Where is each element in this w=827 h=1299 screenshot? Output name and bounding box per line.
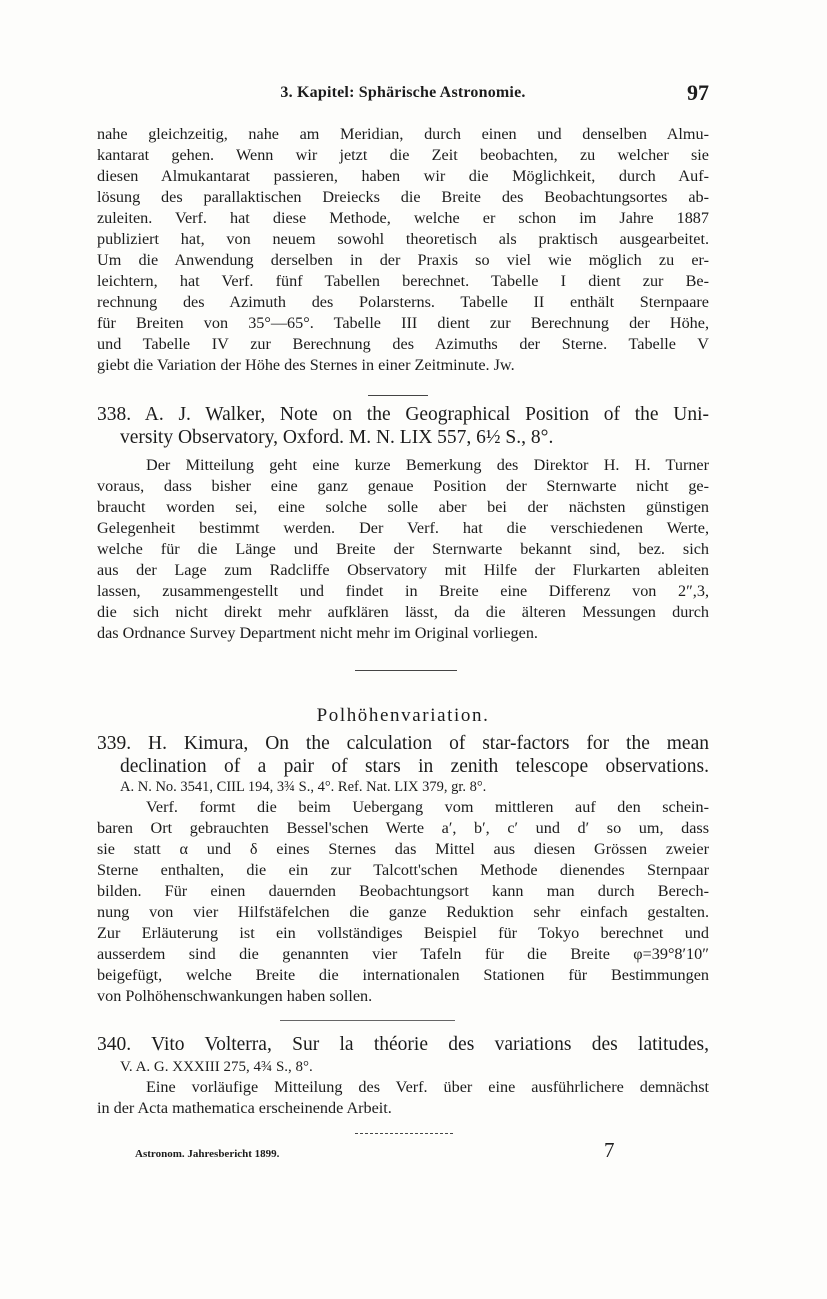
entry-heading-line: versity Observatory, Oxford. M. N. LIX 557, 6½ S., 8°. — [120, 427, 554, 448]
text-line: Um die Anwendung derselben in der Praxis so viel wie möglich zu er- — [97, 251, 709, 269]
text-line: braucht worden sei, eine solche solle aber bei der nächsten günstigen — [97, 498, 709, 516]
text-line: in der Acta mathematica erscheinende Arbeit. — [97, 1099, 392, 1117]
text-line: aus der Lage zum Radcliffe Observatory mit Hilfe der Flurkarten ableiten — [97, 561, 709, 579]
entry-heading-line: 338. A. J. Walker, Note on the Geographical Position of the Uni- — [97, 404, 709, 425]
text-line: lösung des parallaktischen Dreiecks die Breite des Beobachtungsortes ab- — [97, 188, 709, 206]
entry-340-body — [97, 1058, 709, 1119]
short-divider — [368, 395, 428, 396]
page-number: 97 — [687, 80, 709, 105]
text-line: Gelegenheit bestimmt werden. Der Verf. hat die verschiedenen Werte, — [97, 519, 709, 537]
text-line: ausserdem sind die genannten vier Tafeln für die Breite φ=39°8′10″ — [97, 945, 709, 963]
intro-paragraph — [97, 124, 709, 376]
text-line: kantarat gehen. Wenn wir jetzt die Zeit beobachten, zu welcher sie — [97, 146, 709, 164]
text-line: zuleiten. Verf. hat diese Methode, welche er schon im Jahre 1887 — [97, 209, 709, 227]
entry-reference: A. N. No. 3541, CIIL 194, 3¾ S., 4°. Ref. Nat. LIX 379, gr. 8°. — [120, 779, 487, 795]
text-line: leichtern, hat Verf. fünf Tabellen berechnet. Tabelle I dient zur Be- — [97, 272, 709, 290]
text-line: für Breiten von 35°—65°. Tabelle III dient zur Berechnung der Höhe, — [97, 314, 709, 332]
entry-heading-line: 339. H. Kimura, On the calculation of star-factors for the mean — [97, 733, 709, 754]
text-line: sie statt α und δ eines Sternes das Mittel aus diesen Grössen zweier — [97, 840, 709, 858]
footer-divider — [355, 1133, 453, 1134]
text-line: Der Mitteilung geht eine kurze Bemerkung des Direktor H. H. Turner — [146, 456, 709, 474]
section-title: Polhöhenvariation. — [316, 705, 490, 726]
footer-publication: Astronom. Jahresbericht 1899. — [135, 1148, 280, 1160]
entry-340-heading — [97, 1033, 709, 1056]
text-line: publiziert hat, von neuem sowohl theoretisch als praktisch ausgearbeitet. — [97, 230, 709, 248]
entry-339-body — [97, 778, 709, 1007]
text-line: baren Ort gebrauchten Bessel'schen Werte a′, b′, c′ und d′ so um, dass — [97, 819, 709, 837]
signature-mark: 7 — [604, 1138, 615, 1162]
text-line: von Polhöhenschwankungen haben sollen. — [97, 987, 373, 1005]
entry-heading-line: declination of a pair of stars in zenith telescope observations. — [120, 756, 709, 777]
text-line: Sterne enthalten, die ein zur Talcott'schen Methode dienendes Sternpaar — [97, 861, 709, 879]
section-divider — [355, 670, 457, 671]
running-head — [97, 82, 709, 108]
text-line: rechnung des Azimuth des Polarsterns. Tabelle II enthält Sternpaare — [97, 293, 709, 311]
text-line: das Ordnance Survey Department nicht mehr im Original vorliegen. — [97, 624, 538, 642]
entry-338-body — [97, 455, 709, 644]
text-line: lassen, zusammengestellt und findet in Breite eine Differenz von 2″,3, — [97, 582, 709, 600]
text-line: Zur Erläuterung ist ein vollständiges Beispiel für Tokyo berechnet und — [97, 924, 709, 942]
text-line: bilden. Für einen dauernden Beobachtungsort kann man durch Berech- — [97, 882, 709, 900]
text-line: voraus, dass bisher eine ganz genaue Position der Sternwarte nicht ge- — [97, 477, 709, 495]
text-line: Verf. formt die beim Uebergang vom mittleren auf den schein- — [146, 798, 709, 816]
running-title: 3. Kapitel: Sphärische Astronomie. — [280, 84, 526, 101]
text-line: und Tabelle IV zur Berechnung des Azimuths der Sterne. Tabelle V — [97, 335, 709, 353]
entry-heading-line: 340. Vito Volterra, Sur la théorie des variations des latitudes, — [97, 1034, 709, 1055]
entry-339-heading — [97, 732, 709, 778]
entry-338-heading — [97, 403, 709, 449]
text-line: giebt die Variation der Höhe des Sternes in einer Zeitminute. Jw. — [97, 356, 515, 374]
text-line: diesen Almukantarat passieren, haben wir die Möglichkeit, durch Auf- — [97, 167, 709, 185]
text-line: die sich nicht direkt mehr aufklären lässt, da die älteren Messungen durch — [97, 603, 709, 621]
text-line: nung von vier Hilfstäfelchen die ganze Reduktion sehr einfach gestalten. — [97, 903, 709, 921]
entry-reference: V. A. G. XXXIII 275, 4¾ S., 8°. — [120, 1059, 313, 1075]
text-line: welche für die Länge und Breite der Sternwarte bekannt sind, bez. sich — [97, 540, 709, 558]
page-footer — [97, 1140, 709, 1166]
entry-divider — [280, 1020, 455, 1021]
text-line: beigefügt, welche Breite die internationalen Stationen für Bestimmungen — [97, 966, 709, 984]
text-line: Eine vorläufige Mitteilung des Verf. über eine ausführlichere demnächst — [146, 1078, 709, 1096]
text-line: nahe gleichzeitig, nahe am Meridian, durch einen und denselben Almu- — [97, 125, 709, 143]
